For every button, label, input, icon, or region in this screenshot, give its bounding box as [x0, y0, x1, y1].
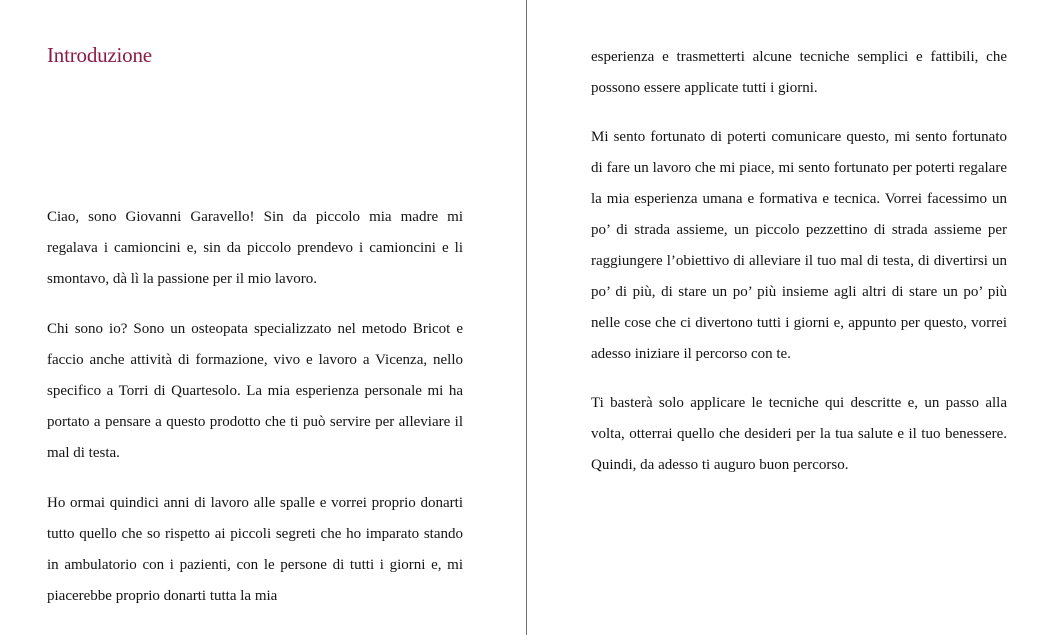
paragraph: Chi sono io? Sono un osteopata specializzato nel metodo Bricot e faccio anche attività di formazione, vivo e lavoro a Vicenza, nello specifico a Torri di Quartesolo. La mia esperienza personale mi ha portato a pensare a questo prodotto che ti può servire per alleviare il mal di testa. [47, 321, 463, 461]
paragraph: Ti basterà solo applicare le tecniche qui descritte e, un passo alla volta, otterrai quello che desideri per la tua salute e il tuo benessere. Quindi, da adesso ti auguro buon percorso. [591, 395, 1007, 473]
paragraph: Ciao, sono Giovanni Garavello! Sin da piccolo mia madre mi regalava i camioncini e, sin da piccolo prendevo i camioncini e li smontavo, dà lì la passione per il mio lavoro. [47, 209, 463, 287]
chapter-heading: Introduzione [47, 43, 152, 67]
paragraph: Ho ormai quindici anni di lavoro alle spalle e vorrei proprio donarti tutto quello che so rispetto ai piccoli segreti che ho imparato stando in ambulatorio con i pazienti, con le persone di tutti i giorni e, mi piacerebbe proprio donarti tutta la mia [47, 495, 463, 604]
paragraph: esperienza e trasmetterti alcune tecniche semplici e fattibili, che possono essere applicate tutti i giorni. [591, 49, 1007, 96]
right-page [527, 0, 1050, 635]
paragraph: Mi sento fortunato di poterti comunicare questo, mi sento fortunato di fare un lavoro che mi piace, mi sento fortunato per poterti regalare la mia esperienza umana e formativa e tecnica. Vorrei facessimo un po’ di strada assieme, un piccolo pezzettino di strada assieme per raggiungere l’obiettivo di alleviare il tuo mal di testa, di divertirsi un po’ di più, di stare un po’ più insieme agli altri di stare un po’ più nelle cose che ci divertono tutti i giorni e, appunto per questo, vorrei adesso iniziare il percorso con te. [591, 129, 1007, 362]
